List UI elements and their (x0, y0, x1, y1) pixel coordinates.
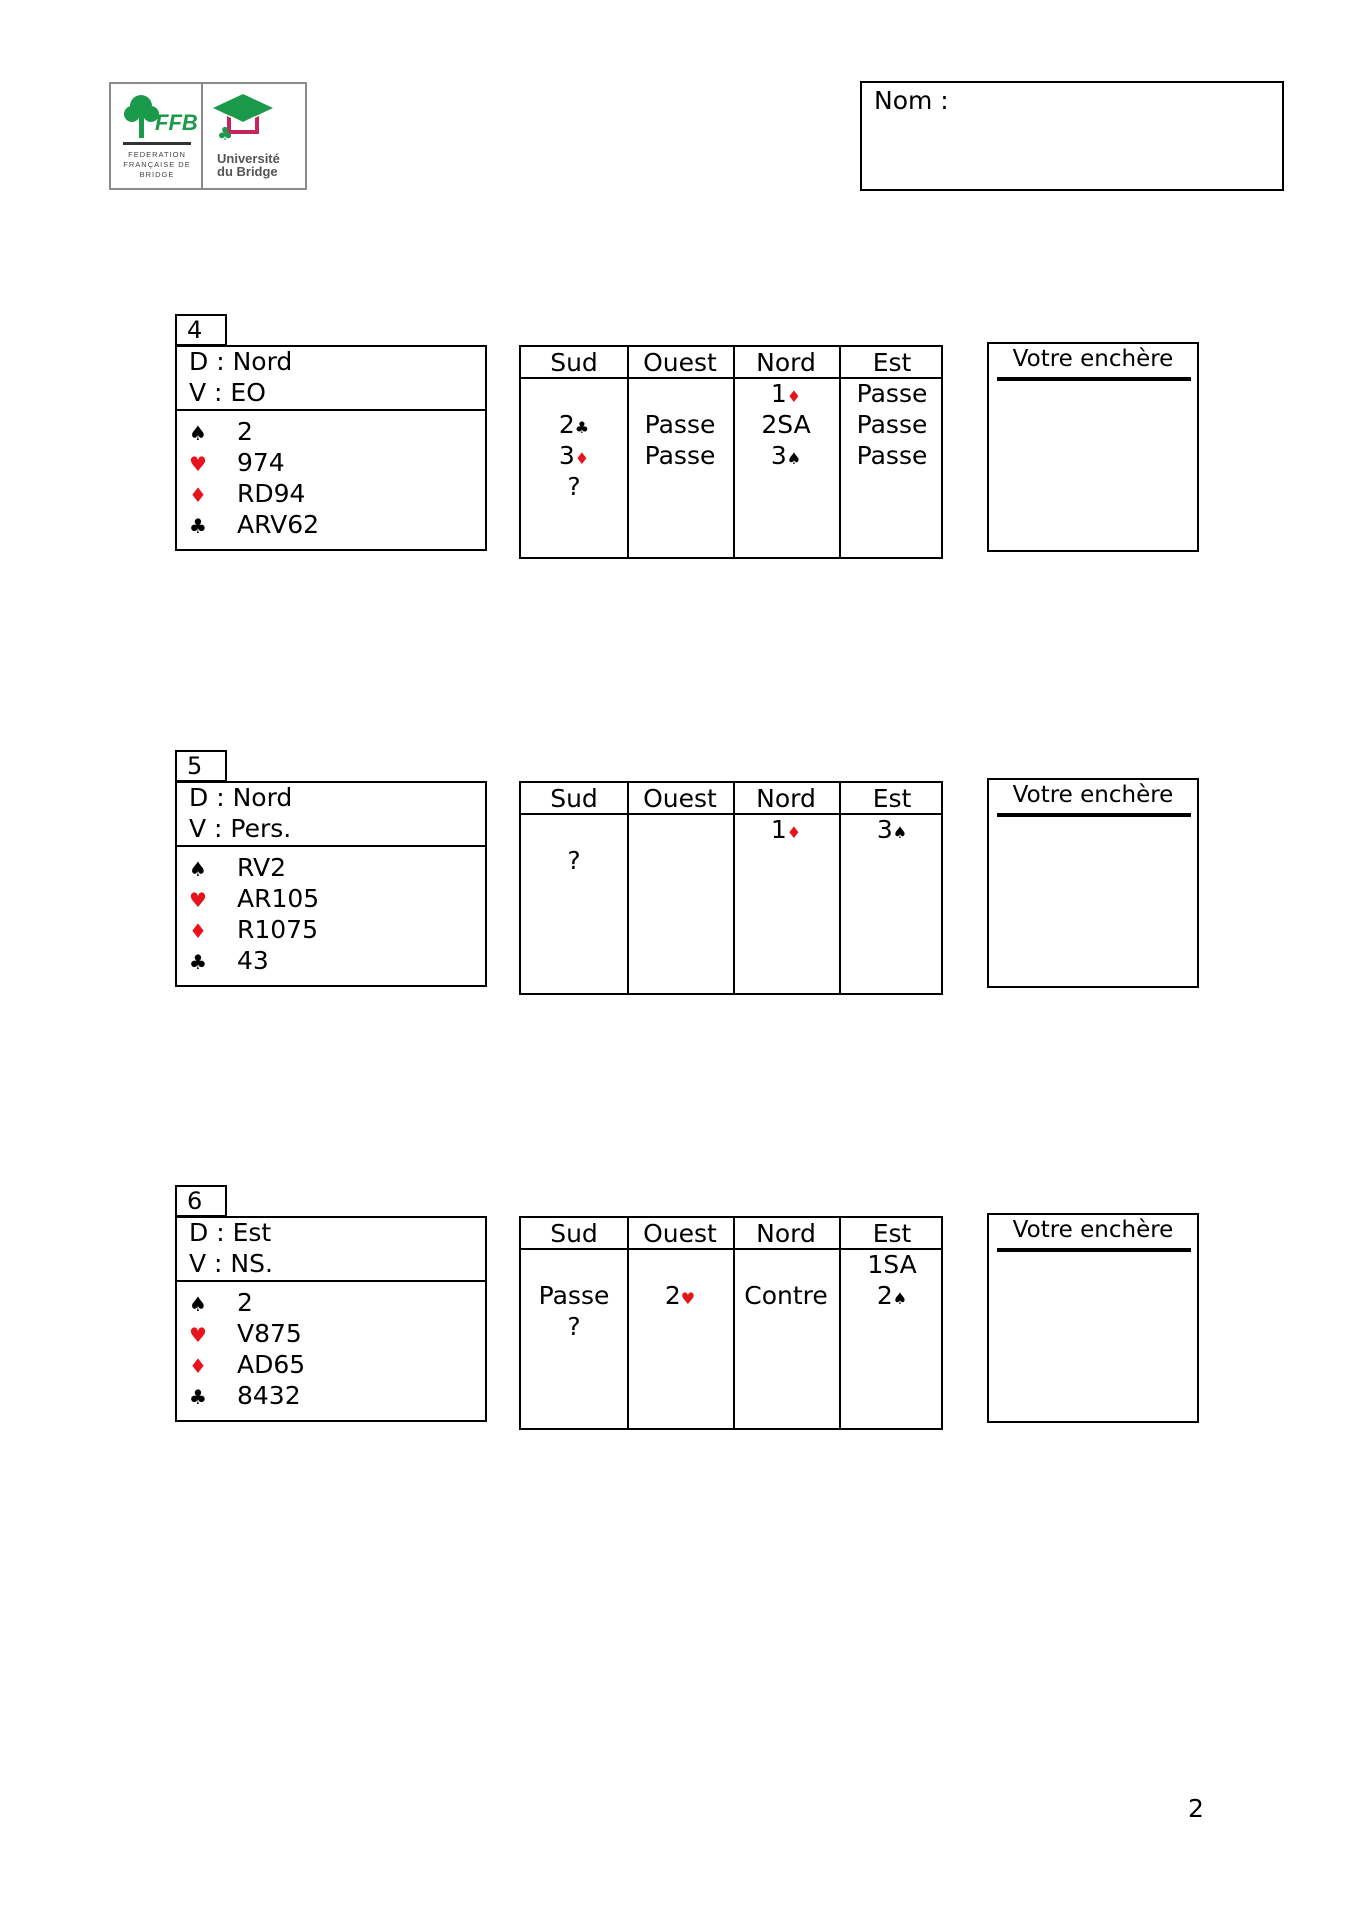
deal-number: 6 (175, 1185, 227, 1217)
suit-row-hearts (189, 1319, 302, 1348)
diamond-icon: ♦ (574, 449, 590, 468)
bid-text: ? (567, 472, 581, 501)
diamond-icon: ♦ (189, 919, 207, 943)
column-header-sud: Sud (550, 348, 598, 377)
hand-box (175, 781, 487, 987)
heart-icon: ♥ (680, 1289, 696, 1308)
dealer-line: D : Nord (189, 783, 293, 812)
bid-text: 3 (770, 441, 787, 470)
bid-column-sud (521, 347, 627, 502)
bid-text: 2 (664, 1281, 681, 1310)
bid-cell (733, 440, 839, 471)
answer-box[interactable] (987, 342, 1199, 552)
bid-cell (521, 814, 627, 845)
ffb-wordmark: FFB (155, 110, 198, 135)
hand-separator (177, 845, 485, 847)
club-icon: ♣ (189, 1385, 207, 1409)
bid-text: Passe (856, 379, 928, 408)
suit-cards: ARV62 (237, 510, 320, 539)
bid-text: Passe (538, 1281, 610, 1310)
logo-divider (201, 84, 203, 188)
suit-cards: RD94 (237, 479, 306, 508)
suit-row-hearts (189, 884, 319, 913)
suit-cards: RV2 (237, 853, 287, 882)
answer-box[interactable] (987, 778, 1199, 988)
heart-icon: ♥ (189, 452, 207, 476)
suit-row-clubs (189, 510, 319, 539)
bid-text: 1SA (867, 1250, 917, 1279)
bid-cell (521, 409, 627, 440)
bid-column-ouest (627, 1218, 733, 1311)
column-header-ouest: Ouest (643, 348, 717, 377)
bid-text: 3 (558, 441, 575, 470)
bid-text: Passe (644, 441, 716, 470)
club-icon: ♣ (574, 418, 590, 437)
dealer-line: D : Est (189, 1218, 272, 1247)
bid-cell (839, 440, 945, 471)
answer-underline (997, 1248, 1191, 1252)
bid-cell (733, 378, 839, 409)
bid-column-est (839, 1218, 945, 1311)
suit-cards: 8432 (237, 1381, 301, 1410)
hand-separator (177, 1280, 485, 1282)
column-header-nord: Nord (756, 784, 816, 813)
suit-cards: 2 (237, 417, 253, 446)
column-header-est: Est (872, 1219, 912, 1248)
logo-bar (123, 142, 191, 145)
name-label: Nom : (874, 86, 949, 115)
hand-separator (177, 409, 485, 411)
spade-icon: ♠ (892, 1289, 908, 1308)
suit-row-clubs (189, 1381, 301, 1410)
answer-label: Votre enchère (1012, 1217, 1174, 1243)
column-header-est: Est (872, 348, 912, 377)
bid-text: ? (567, 1312, 581, 1341)
bid-cell (839, 1249, 945, 1280)
bid-cell (733, 814, 839, 845)
bid-column-ouest (627, 783, 733, 814)
suit-cards: 2 (237, 1288, 253, 1317)
bid-cell (839, 409, 945, 440)
bidding-table (519, 781, 943, 995)
diamond-icon: ♦ (189, 483, 207, 507)
svg-text:♣: ♣ (217, 124, 234, 144)
bid-column-nord (733, 347, 839, 471)
column-header-ouest: Ouest (643, 784, 717, 813)
column-header-sud: Sud (550, 1219, 598, 1248)
suit-cards: 974 (237, 448, 285, 477)
spade-icon: ♠ (786, 449, 802, 468)
graduation-cap-icon (211, 92, 275, 144)
bid-cell (521, 471, 627, 502)
bid-text: Contre (744, 1281, 828, 1310)
univ-line2: du Bridge (217, 164, 278, 179)
diamond-icon: ♦ (786, 823, 802, 842)
spade-icon: ♠ (189, 1292, 207, 1316)
bid-cell (521, 1249, 627, 1280)
bid-cell (627, 1280, 733, 1311)
bid-cell (733, 409, 839, 440)
answer-label: Votre enchère (1012, 346, 1174, 372)
name-field[interactable] (860, 81, 1284, 191)
answer-box[interactable] (987, 1213, 1199, 1423)
suit-row-spades (189, 417, 253, 446)
ffb-logo (109, 82, 307, 190)
suit-cards: R1075 (237, 915, 318, 944)
suit-row-diamonds (189, 1350, 305, 1379)
answer-underline (997, 377, 1191, 381)
ffb-subtitle: FEDERATION FRANÇAISE DE BRIDGE (123, 150, 191, 179)
suit-row-spades (189, 853, 286, 882)
bid-cell (733, 1280, 839, 1311)
suit-row-diamonds (189, 479, 305, 508)
bid-cell (839, 378, 945, 409)
spade-icon: ♠ (892, 823, 908, 842)
diamond-icon: ♦ (189, 1354, 207, 1378)
bid-cell (627, 1249, 733, 1280)
spade-icon: ♠ (189, 857, 207, 881)
bid-text: Passe (644, 410, 716, 439)
bid-cell (627, 440, 733, 471)
bid-column-nord (733, 1218, 839, 1311)
vulnerability-line: V : Pers. (189, 814, 292, 843)
bid-column-est (839, 347, 945, 471)
heart-icon: ♥ (189, 888, 207, 912)
suit-row-spades (189, 1288, 253, 1317)
suit-cards: V875 (237, 1319, 302, 1348)
column-header-nord: Nord (756, 1219, 816, 1248)
deal-number: 5 (175, 750, 227, 782)
suit-row-clubs (189, 946, 269, 975)
deal-number: 4 (175, 314, 227, 346)
vulnerability-line: V : NS. (189, 1249, 273, 1278)
bid-cell (521, 1311, 627, 1342)
dealer-line: D : Nord (189, 347, 293, 376)
bid-cell (839, 814, 945, 845)
page-number: 2 (1188, 1794, 1204, 1823)
bid-column-est (839, 783, 945, 845)
column-header-nord: Nord (756, 348, 816, 377)
bid-cell (521, 1280, 627, 1311)
column-divider (627, 783, 629, 993)
heart-icon: ♥ (189, 1323, 207, 1347)
bid-cell (521, 440, 627, 471)
bidding-table (519, 345, 943, 559)
bid-text: Passe (856, 441, 928, 470)
hand-box (175, 1216, 487, 1422)
bid-text: 3 (876, 815, 893, 844)
answer-label: Votre enchère (1012, 782, 1174, 808)
bid-cell (839, 1280, 945, 1311)
bid-column-ouest (627, 347, 733, 471)
bid-text: 1 (770, 379, 787, 408)
bid-cell (521, 378, 627, 409)
suit-row-hearts (189, 448, 285, 477)
bid-cell (627, 409, 733, 440)
bid-column-sud (521, 783, 627, 876)
hand-box (175, 345, 487, 551)
diamond-icon: ♦ (786, 387, 802, 406)
bid-column-sud (521, 1218, 627, 1342)
answer-underline (997, 813, 1191, 817)
bidding-table (519, 1216, 943, 1430)
vulnerability-line: V : EO (189, 378, 266, 407)
column-header-est: Est (872, 784, 912, 813)
bid-cell (733, 1249, 839, 1280)
univ-line1: Université (217, 151, 280, 166)
bid-text: ? (567, 846, 581, 875)
bid-text: 2 (558, 410, 575, 439)
column-header-sud: Sud (550, 784, 598, 813)
bid-column-nord (733, 783, 839, 845)
suit-cards: AD65 (237, 1350, 306, 1379)
suit-cards: 43 (237, 946, 269, 975)
suit-cards: AR105 (237, 884, 320, 913)
spade-icon: ♠ (189, 421, 207, 445)
bid-text: Passe (856, 410, 928, 439)
club-icon: ♣ (189, 950, 207, 974)
club-icon: ♣ (189, 514, 207, 538)
bid-cell (521, 845, 627, 876)
bid-text: 1 (770, 815, 787, 844)
bid-text: 2SA (761, 410, 811, 439)
column-header-ouest: Ouest (643, 1219, 717, 1248)
bid-text: 2 (876, 1281, 893, 1310)
suit-row-diamonds (189, 915, 318, 944)
univ-wordmark (209, 152, 313, 178)
bid-cell (627, 378, 733, 409)
